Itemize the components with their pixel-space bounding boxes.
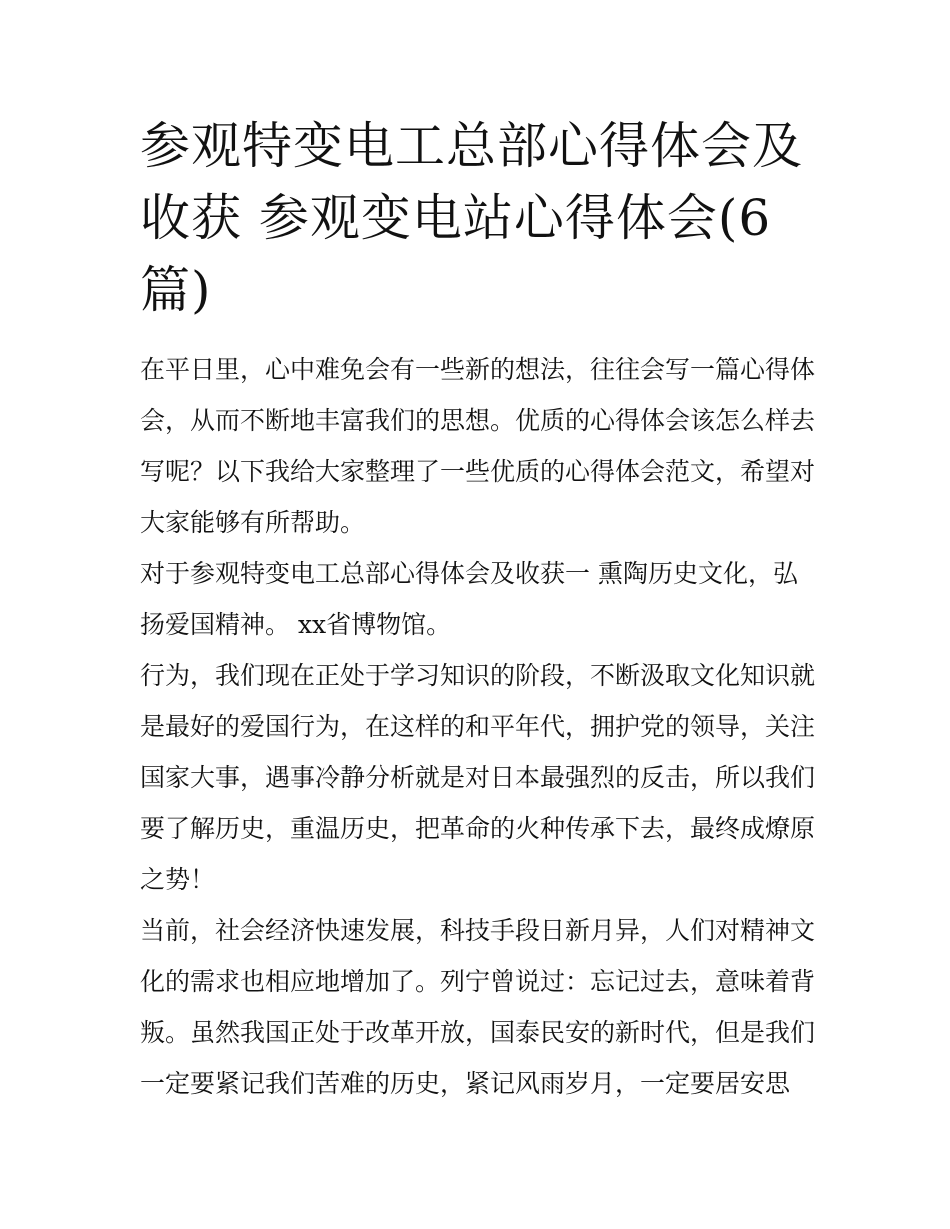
paragraph-current: 当前，社会经济快速发展，科技手段日新月异，人们对精神文化的需求也相应地增加了。列宁曾说过：忘记过去，意味着背叛。虽然我国正处于改革开放，国泰民安的新时代，但是我们一定要紧记我们苦难的历史，紧记风雨岁月，一定要居安思 — [140, 916, 816, 1098]
paragraph-intro: 在平日里，心中难免会有一些新的想法，往往会写一篇心得体会，从而不断地丰富我们的思想。优质的心得体会该怎么样去写呢？以下我给大家整理了一些优质的心得体会范文，希望对大家能够有所帮助。 — [140, 355, 816, 537]
paragraph-subtitle: 对于参观特变电工总部心得体会及收获一 熏陶历史文化，弘扬爱国精神。 xx省博物馆。 — [140, 559, 798, 639]
document-body — [140, 344, 820, 1109]
document-title: 参观特变电工总部心得体会及收获 参观变电站心得体会(6篇) — [140, 117, 803, 319]
paragraph-patriotism: 行为，我们现在正处于学习知识的阶段，不断汲取文化知识就是最好的爱国行为，在这样的和平年代，拥护党的领导，关注国家大事，遇事冷静分析就是对日本最强烈的反击，所以我们要了解历史，重温历史，把革命的火种传承下去，最终成燎原之势！ — [140, 661, 816, 894]
document-page — [140, 110, 820, 1109]
